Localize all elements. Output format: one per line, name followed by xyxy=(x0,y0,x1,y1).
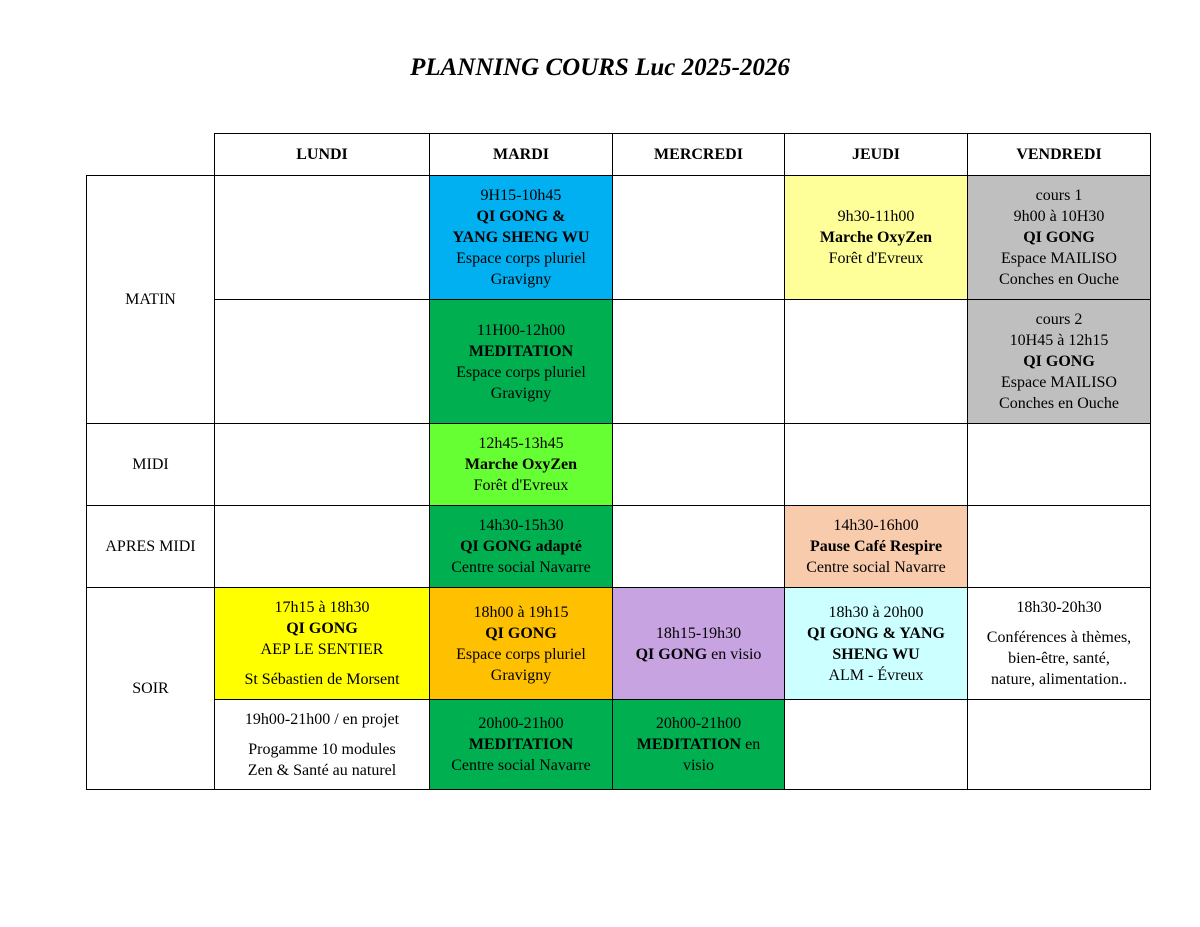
soir-row-2 xyxy=(87,700,1151,790)
course: QI GONG xyxy=(635,645,708,663)
course: MEDITATION xyxy=(468,342,574,360)
period-midi: MIDI xyxy=(87,424,215,506)
day-header-lundi: LUNDI xyxy=(215,134,430,176)
time: 17h15 à 18h30 xyxy=(274,599,370,616)
course: MEDITATION xyxy=(636,736,742,753)
time: 14h30-16h00 xyxy=(833,517,919,534)
cell-soir1-jeudi xyxy=(785,588,968,700)
course: QI GONG xyxy=(1023,353,1095,370)
soir-row-1 xyxy=(87,588,1151,700)
description-line: Conférences à thèmes, xyxy=(986,629,1132,646)
city: St Sébastien de Morsent xyxy=(244,671,400,688)
course: QI GONG & xyxy=(476,208,566,225)
city: Conches en Ouche xyxy=(999,395,1119,412)
place: Forêt d'Evreux xyxy=(828,250,924,267)
place: Centre social Navarre xyxy=(451,757,591,774)
cell-matin1-jeudi xyxy=(785,176,968,300)
place: Espace corps pluriel xyxy=(456,645,586,663)
cell-soir1-mardi xyxy=(430,588,613,700)
time: 18h00 à 19h15 xyxy=(473,603,569,621)
city: Gravigny xyxy=(490,666,552,684)
period-soir: SOIR xyxy=(87,588,215,790)
schedule-table xyxy=(86,133,1151,790)
place: Espace corps pluriel xyxy=(456,250,586,267)
course: SHENG WU xyxy=(832,645,920,663)
cell-matin1-mardi xyxy=(430,176,613,300)
time: 18h15-19h30 xyxy=(655,624,742,642)
course: MEDITATION xyxy=(468,736,574,753)
session: cours 2 xyxy=(1035,311,1083,328)
cell-midi-lundi xyxy=(215,424,430,506)
city: Gravigny xyxy=(490,384,552,402)
period-apres-midi: APRES MIDI xyxy=(87,506,215,588)
apres-midi-row xyxy=(87,506,1151,588)
course: Marche OxyZen xyxy=(464,456,578,473)
course-line xyxy=(615,734,782,755)
place: Espace corps pluriel xyxy=(456,363,586,381)
page-title: PLANNING COURS Luc 2025-2026 xyxy=(410,54,790,81)
cell-matin2-vendredi xyxy=(968,300,1151,424)
cell-soir1-mercredi xyxy=(613,588,785,700)
header-row xyxy=(87,134,1151,176)
cell-apres-midi-mercredi xyxy=(613,506,785,588)
period-matin: MATIN xyxy=(87,176,215,424)
description-line: nature, alimentation.. xyxy=(991,671,1127,688)
description-line: Progamme 10 modules xyxy=(248,740,396,758)
course: QI GONG xyxy=(1023,229,1095,246)
place: Centre social Navarre xyxy=(451,559,591,576)
place: ALM - Évreux xyxy=(828,666,924,684)
city: Conches en Ouche xyxy=(999,271,1119,288)
time: 20h00-21h00 xyxy=(655,715,742,732)
day-header-jeudi: JEUDI xyxy=(785,134,968,176)
time: 19h00-21h00 / en projet xyxy=(244,710,400,728)
cell-soir2-mardi xyxy=(430,700,613,790)
time: 14h30-15h30 xyxy=(478,517,564,534)
cell-apres-midi-jeudi xyxy=(785,506,968,588)
cell-midi-jeudi xyxy=(785,424,968,506)
time: 18h30-20h30 xyxy=(1016,599,1102,616)
course: QI GONG xyxy=(286,620,358,637)
cell-soir2-lundi xyxy=(215,700,430,790)
time: 9h30-11h00 xyxy=(837,208,915,225)
course: Pause Café Respire xyxy=(809,538,943,555)
cell-matin2-mardi xyxy=(430,300,613,424)
matin-row-1 xyxy=(87,176,1151,300)
place: Espace MAILISO xyxy=(1001,374,1117,391)
time: 18h30 à 20h00 xyxy=(828,603,924,621)
description-line: Zen & Santé au naturel xyxy=(247,761,397,779)
course-line xyxy=(615,644,782,665)
description-line: bien-être, santé, xyxy=(1008,650,1110,667)
place: Espace MAILISO xyxy=(1001,250,1117,267)
cell-midi-vendredi xyxy=(968,424,1151,506)
cell-soir2-mercredi xyxy=(613,700,785,790)
cell-matin2-jeudi xyxy=(785,300,968,424)
city: Gravigny xyxy=(490,271,552,288)
cell-midi-mercredi xyxy=(613,424,785,506)
course: QI GONG adapté xyxy=(460,538,582,555)
time: 10H45 à 12h15 xyxy=(1009,332,1109,349)
cell-matin2-mercredi xyxy=(613,300,785,424)
time: 12h45-13h45 xyxy=(478,435,564,452)
course: QI GONG & YANG xyxy=(807,624,945,642)
day-header-vendredi: VENDREDI xyxy=(968,134,1151,176)
midi-row xyxy=(87,424,1151,506)
course-suffix: en xyxy=(741,736,761,753)
course-suffix: en visio xyxy=(707,645,762,663)
cell-apres-midi-mardi xyxy=(430,506,613,588)
matin-row-2 xyxy=(87,300,1151,424)
cell-matin2-lundi xyxy=(215,300,430,424)
cell-soir2-vendredi xyxy=(968,700,1151,790)
course: QI GONG xyxy=(485,624,557,642)
cell-soir2-jeudi xyxy=(785,700,968,790)
course: YANG SHENG WU xyxy=(452,229,590,246)
corner-cell xyxy=(87,134,215,176)
course-suffix-line: visio xyxy=(682,757,715,774)
cell-midi-mardi xyxy=(430,424,613,506)
time: 20h00-21h00 xyxy=(478,715,564,732)
cell-soir1-lundi xyxy=(215,588,430,700)
cell-apres-midi-lundi xyxy=(215,506,430,588)
cell-matin1-lundi xyxy=(215,176,430,300)
place: Forêt d'Evreux xyxy=(473,477,569,494)
cell-soir1-vendredi xyxy=(968,588,1151,700)
cell-matin1-mercredi xyxy=(613,176,785,300)
cell-apres-midi-vendredi xyxy=(968,506,1151,588)
place: AEP LE SENTIER xyxy=(260,641,384,658)
course: Marche OxyZen xyxy=(819,229,933,246)
day-header-mardi: MARDI xyxy=(430,134,613,176)
cell-matin1-vendredi xyxy=(968,176,1151,300)
time: 9H15-10h45 xyxy=(480,187,562,204)
time: 11H00-12h00 xyxy=(476,321,566,339)
time: 9h00 à 10H30 xyxy=(1013,208,1105,225)
session: cours 1 xyxy=(1035,187,1083,204)
day-header-mercredi: MERCREDI xyxy=(613,134,785,176)
place: Centre social Navarre xyxy=(806,559,946,576)
